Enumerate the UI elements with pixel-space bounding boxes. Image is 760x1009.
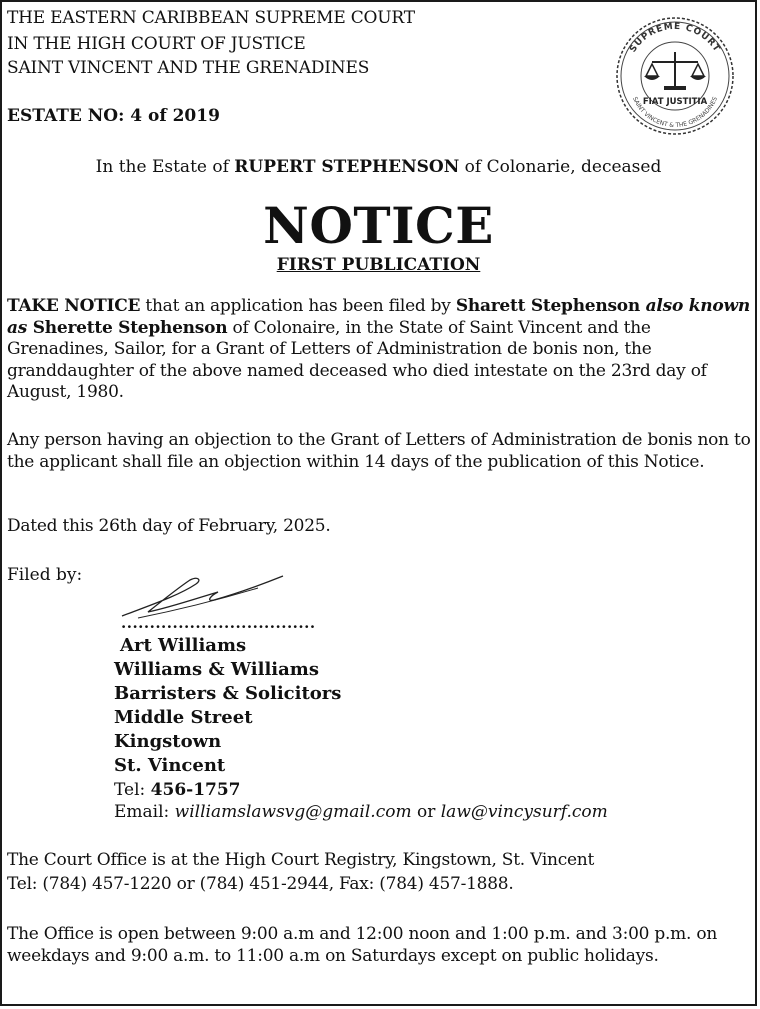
filer-title: Barristers & Solicitors bbox=[114, 683, 342, 704]
applicant-alias: Sherette Stephenson bbox=[27, 317, 228, 338]
signature-line: .................................. bbox=[121, 614, 316, 632]
svg-text:SUPREME COURT: SUPREME COURT bbox=[628, 21, 722, 55]
filer-firm: Williams & Williams bbox=[114, 659, 319, 680]
court-name: THE EASTERN CARIBBEAN SUPREME COURT bbox=[7, 8, 415, 28]
office-hours: The Office is open between 9:00 a.m and 12:00 noon and 1:00 p.m. and 3:00 p.m. on weekdays and 9:00 a.m. to 11:00 a.m on Saturdays except on public holidays. bbox=[7, 924, 718, 966]
email-link-2[interactable]: law@vincysurf.com bbox=[440, 802, 608, 822]
filed-by-label: Filed by: bbox=[7, 565, 83, 585]
estate-line: In the Estate of RUPERT STEPHENSON of Colonarie, deceased bbox=[95, 157, 662, 177]
objection-paragraph: Any person having an objection to the Grant of Letters of Administration de bonis non to the applicant shall file an objection within 14 days of the publication of this Notice. bbox=[7, 430, 751, 472]
dated-line: Dated this 26th day of February, 2025. bbox=[7, 516, 331, 536]
filer-country: St. Vincent bbox=[114, 755, 226, 776]
svg-text:FIAT JUSTITIA: FIAT JUSTITIA bbox=[642, 97, 708, 107]
svg-text:SAINT VINCENT & THE GRENADINES: SAINT VINCENT & THE GRENADINES bbox=[631, 95, 719, 130]
publication-subtitle: FIRST PUBLICATION bbox=[276, 255, 481, 275]
filer-city: Kingstown bbox=[114, 731, 222, 752]
filer-telephone: Tel: 456-1757 bbox=[114, 780, 241, 800]
court-division: IN THE HIGH COURT OF JUSTICE bbox=[7, 34, 306, 54]
notice-title: NOTICE bbox=[263, 196, 494, 255]
deceased-name: RUPERT STEPHENSON bbox=[234, 157, 460, 177]
court-office-address: The Court Office is at the High Court Registry, Kingstown, St. Vincent bbox=[7, 850, 595, 870]
filer-name: Art Williams bbox=[120, 635, 247, 656]
court-seal-icon bbox=[606, 12, 744, 136]
notice-paragraph: TAKE NOTICE that an application has been filed by Sharett Stephenson also known as Sherette Stephenson of Colonaire, in the State of Saint Vincent and the Grenadines, Sailor, for a Grant of Letters of Administration de bonis non, the granddaughter of the above named deceased who died intestate on the 23rd day of August, 1980. bbox=[7, 296, 750, 402]
estate-number: ESTATE NO: 4 of 2019 bbox=[7, 106, 220, 126]
applicant-name: Sharett Stephenson bbox=[455, 296, 640, 316]
filer-street: Middle Street bbox=[114, 707, 253, 728]
jurisdiction: SAINT VINCENT AND THE GRENADINES bbox=[7, 58, 370, 78]
court-office-phone: Tel: (784) 457-1220 or (784) 451-2944, Fax: (784) 457-1888. bbox=[7, 874, 514, 894]
email-link-1[interactable]: williamslawsvg@gmail.com bbox=[174, 802, 412, 822]
filer-email: Email: williamslawsvg@gmail.com or law@vincysurf.com bbox=[114, 802, 608, 822]
